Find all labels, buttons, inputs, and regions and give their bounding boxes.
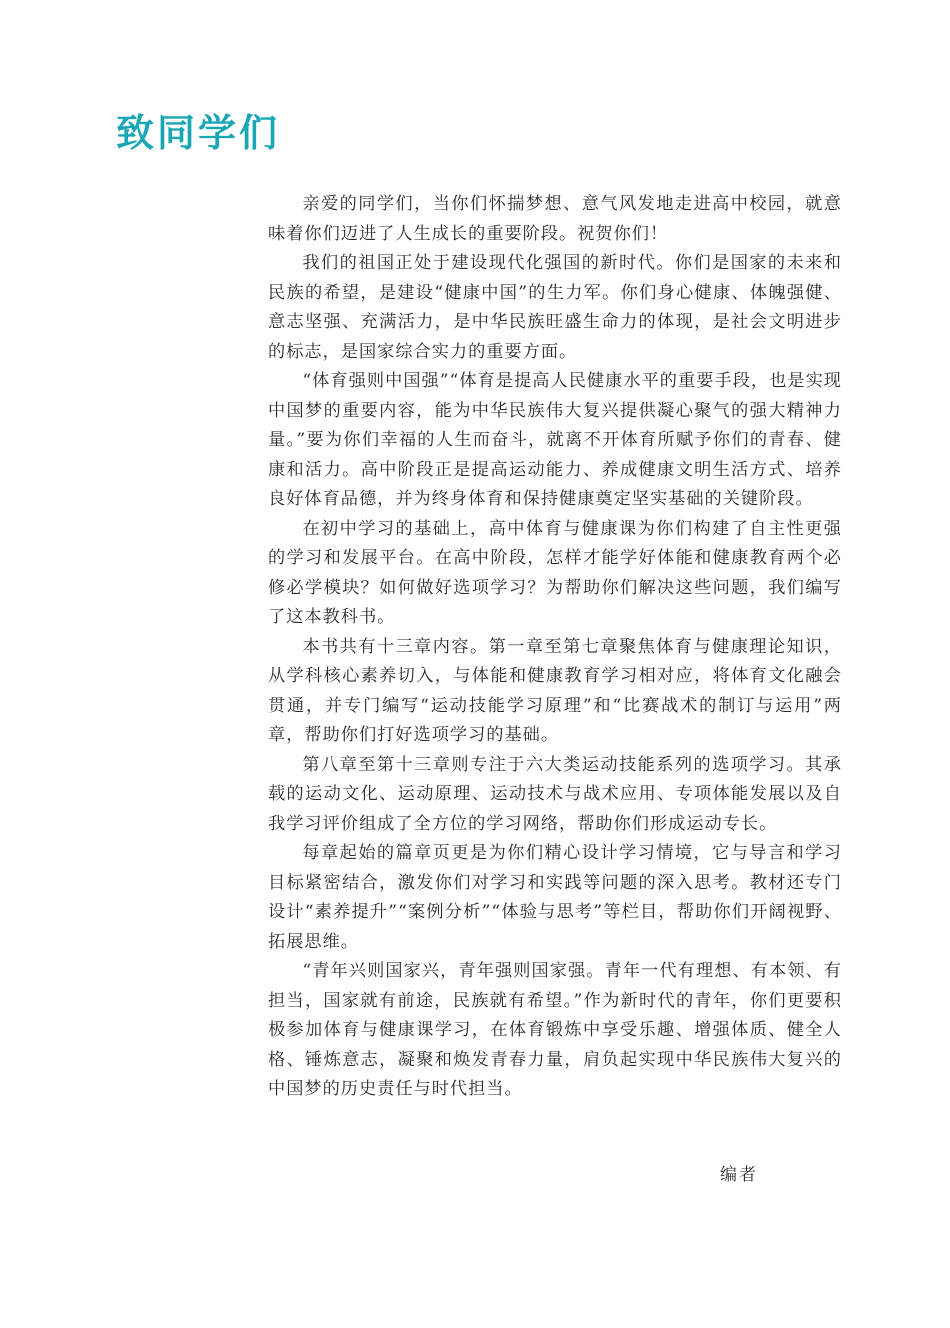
signature: 编者: [720, 1165, 758, 1185]
paragraph: 第八章至第十三章则专注于六大类运动技能系列的选项学习。其承载的运动文化、运动原理、运动技术与战术应用、专项体能发展以及自我学习评价组成了全方位的学习网络，帮助你们形成运动专长。: [268, 754, 842, 834]
paragraph: 我们的祖国正处于建设现代化强国的新时代。你们是国家的未来和民族的希望，是建设“健康中国”的生力军。你们身心健康、体魄强健、意志坚强、充满活力，是中华民族旺盛生命力的体现，是社会文明进步的标志，是国家综合实力的重要方面。: [268, 253, 842, 362]
paragraph: “青年兴则国家兴，青年强则国家强。青年一代有理想、有本领、有担当，国家就有前途，民族就有希望。”作为新时代的青年，你们更要积极参加体育与健康课学习，在体育锻炼中享受乐趣、增强体质、健全人格、锤炼意志，凝聚和焕发青春力量，肩负起实现中华民族伟大复兴的中国梦的历史责任与时代担当。: [268, 961, 842, 1099]
paragraph: “体育强则中国强”“体育是提高人民健康水平的重要手段，也是实现中国梦的重要内容，能为中华民族伟大复兴提供凝心聚气的强大精神力量。”要为你们幸福的人生而奋斗，就离不开体育所赋予你们的青春、健康和活力。高中阶段正是提高运动能力、养成健康文明生活方式、培养良好体育品德，并为终身体育和保持健康奠定坚实基础的关键阶段。: [268, 371, 842, 509]
paragraph: 本书共有十三章内容。第一章至第七章聚焦体育与健康理论知识，从学科核心素养切入，与体能和健康教育学习相对应，将体育文化融会贯通，并专门编写“运动技能学习原理”和“比赛战术的制订与运用”两章，帮助你们打好选项学习的基础。: [268, 636, 842, 745]
letter-body: [268, 190, 842, 1105]
page-title: 致同学们: [116, 111, 281, 155]
paragraph: 亲爱的同学们，当你们怀揣梦想、意气风发地走进高中校园，就意味着你们迈进了人生成长的重要阶段。祝贺你们！: [268, 194, 842, 244]
paragraph: 在初中学习的基础上，高中体育与健康课为你们构建了自主性更强的学习和发展平台。在高中阶段，怎样才能学好体能和健康教育两个必修必学模块？如何做好选项学习？为帮助你们解决这些问题，我们编写了这本教科书。: [268, 518, 842, 627]
paragraph: 每章起始的篇章页更是为你们精心设计学习情境，它与导言和学习目标紧密结合，激发你们对学习和实践等问题的深入思考。教材还专门设计“素养提升”“案例分析”“体验与思考”等栏目，帮助你们开阔视野、拓展思维。: [268, 843, 842, 952]
